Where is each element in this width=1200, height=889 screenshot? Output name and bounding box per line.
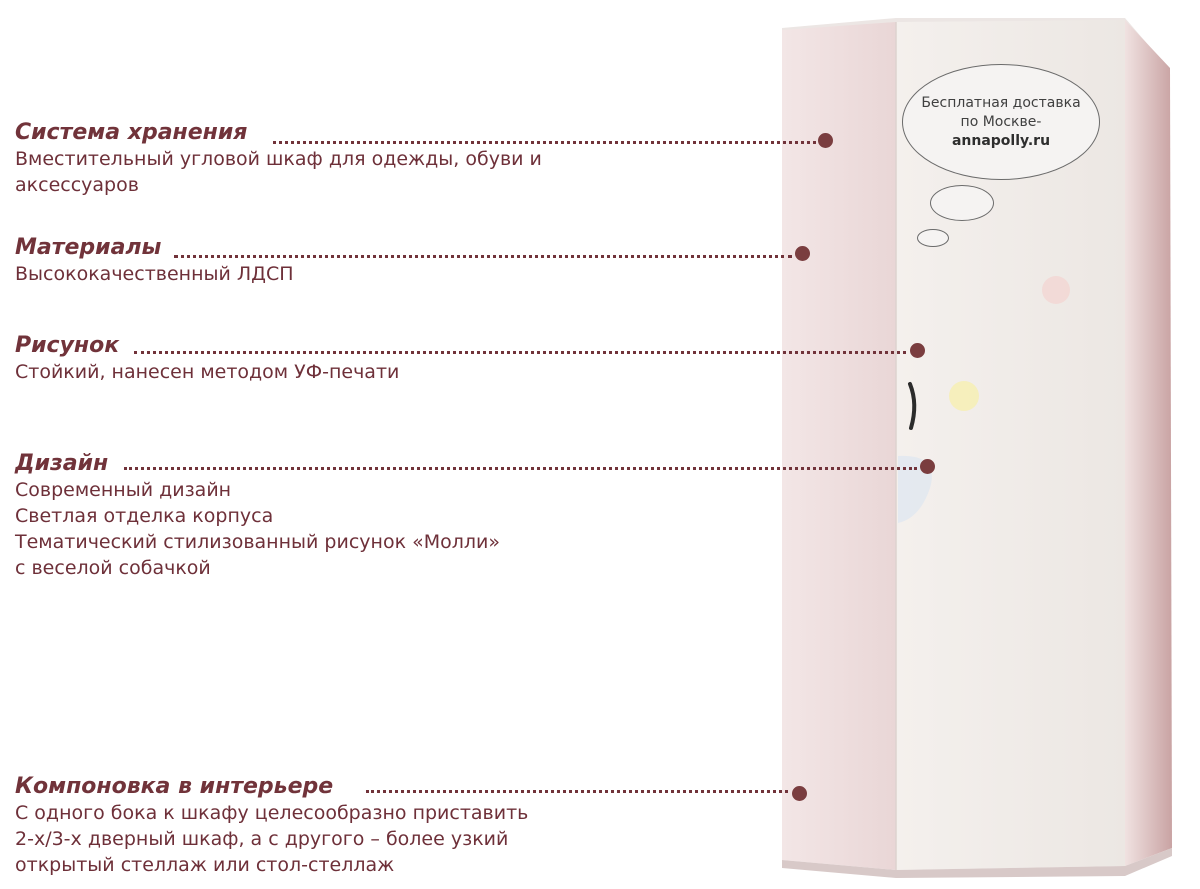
- leader-line-design: [124, 467, 917, 470]
- feature-title: Система хранения: [15, 120, 248, 145]
- feature-design: [15, 451, 500, 581]
- bubble-puff-large: [930, 185, 994, 221]
- feature-title: Материалы: [15, 235, 162, 260]
- feature-line: Высококачественный ЛДСП: [15, 263, 294, 285]
- marker-dot-storage: [818, 133, 833, 148]
- wardrobe-right-panel: [1125, 20, 1172, 866]
- feature-line: Стойкий, нанесен методом УФ-печати: [15, 361, 400, 383]
- leader-line-print: [134, 351, 906, 354]
- feature-line: Светлая отделка корпуса: [15, 505, 274, 527]
- wardrobe-left-panel: [782, 22, 896, 870]
- leader-line-materials: [174, 255, 792, 258]
- leader-line-storage: [273, 141, 816, 144]
- marker-dot-interior-layout: [792, 786, 807, 801]
- feature-line: открытый стеллаж или стол-стеллаж: [15, 854, 395, 876]
- leader-line-interior-layout: [366, 790, 788, 793]
- marker-dot-materials: [795, 246, 810, 261]
- print-decor-pink: [1042, 276, 1070, 304]
- feature-line: 2-х/3-х дверный шкаф, а с другого – более узкий: [15, 828, 509, 850]
- delivery-text-line1: Бесплатная доставка: [921, 94, 1081, 111]
- feature-title: Дизайн: [15, 451, 109, 476]
- feature-title: Компоновка в интерьере: [15, 774, 334, 799]
- marker-dot-print: [910, 343, 925, 358]
- feature-title: Рисунок: [15, 333, 120, 358]
- feature-line: С одного бока к шкафу целесообразно приставить: [15, 802, 529, 824]
- marker-dot-design: [920, 459, 935, 474]
- feature-materials: [15, 235, 294, 287]
- delivery-site: annapolly.ru: [951, 132, 1051, 149]
- feature-line: Вместительный угловой шкаф для одежды, обуви и: [15, 148, 542, 170]
- feature-line: Современный дизайн: [15, 479, 232, 501]
- feature-line: аксессуаров: [15, 174, 139, 196]
- feature-print: [15, 333, 399, 385]
- print-decor-yellow: [949, 381, 979, 411]
- feature-storage: [15, 120, 542, 198]
- delivery-text-line2: по Москве-: [960, 113, 1042, 130]
- feature-line: Тематический стилизованный рисунок «Молли»: [15, 531, 500, 553]
- feature-line: с веселой собачкой: [15, 557, 211, 579]
- delivery-bubble: [902, 64, 1100, 180]
- bubble-puff-small: [917, 229, 949, 247]
